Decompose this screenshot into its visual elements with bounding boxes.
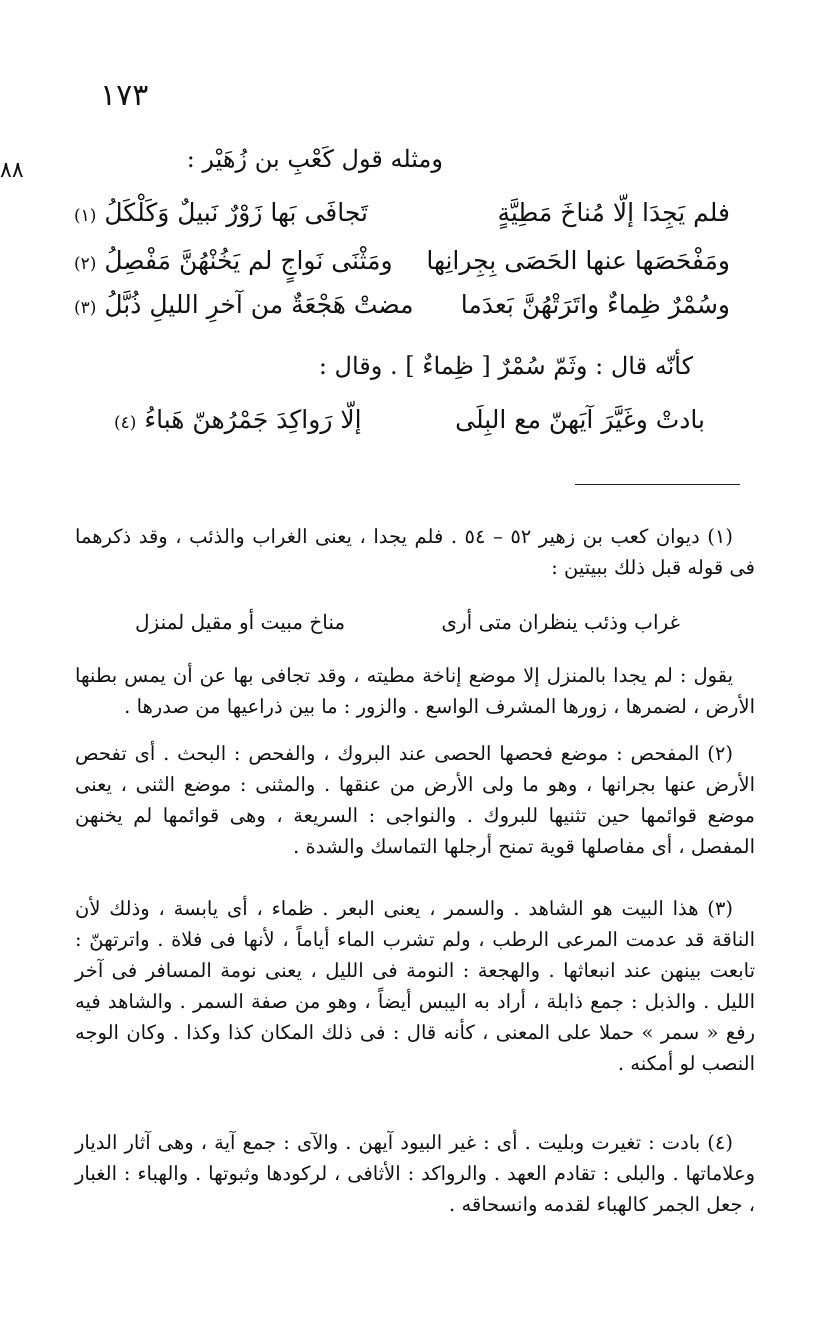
footnote-2: (٢) المفحص : موضع فحصها الحصى عند البروك ، والفحص : البحث . أى تفحص الأرض عنها بجرانها ، وهو ما ولى الأرض من عنقها . والمثنى : موضع الثنى ، يعنى موضع قوائمها حين تثنيها للبروك . والنواجى : السريعة ، وهى قوائمها لم يخنهن المفصل ، أى مفاصلها قوية تمنح أرجلها التماسك والشدة .: [75, 742, 755, 858]
poem-comment: كأنّه قال : وثَمّ سُمْرٌ [ ظِماءٌ ] . وقال :: [318, 352, 693, 380]
footnote-ref: (٢): [74, 254, 97, 274]
footnote-4: (٤) بادت : تغيرت وبليت . أى : غير البيود آيهن . والآى : جمع آية ، وهى آثار الديار وعلاماتها . والبلى : تقادم العهد . والرواكد : الأثافى ، لركودها وثبوتها . والهباء : الغبار ، جعل الجمر كالهباء لقدمه وانسحاقه .: [75, 1131, 755, 1216]
margin-note: ٨٨: [0, 158, 24, 183]
footnote-1-explanation: يقول : لم يجدا بالمنزل إلا موضع إناخة مطيته ، وقد تجافى بها عن أن يمس بطنها الأرض ، لضمرها ، زورها المشرف الواسع . والزور : ما بين ذراعيها من صدرها .: [75, 664, 755, 718]
footnote-1: [75, 521, 755, 583]
couplet-second: مناخ مبيت أو مقيل لمنزل: [135, 610, 346, 634]
poem-intro: ومثله قول كَعْبِ بن زُهَيْر :: [186, 145, 443, 173]
footnote-ref: (٣): [74, 298, 97, 318]
verse-3: [70, 290, 730, 334]
verse-first-hemistich: ومَفْحَصَها عنها الحَصَى بِجِرانِها: [426, 246, 730, 275]
footnote-ref: (١): [74, 206, 97, 226]
verse-second-hemistich: مضتْ هَجْعَةٌ من آخرِ الليلِ ذُبَّلُ (٣): [74, 290, 414, 319]
verse-2: [70, 246, 730, 290]
page-number: ١٧٣: [100, 78, 149, 113]
verse-4: [110, 405, 705, 449]
verse-first-hemistich: فلم يَجِدَا إلّا مُناخَ مَطِيَّةٍ: [497, 198, 730, 227]
verse-1: [70, 198, 730, 242]
footnote-1-couplet: [135, 610, 680, 642]
footnote-1-text: (١) ديوان كعب بن زهير ٥٢ – ٥٤ . فلم يجدا ، يعنى الغراب والذئب ، وقد ذكرهما فى قوله قبل ذلك ببيتين :: [75, 525, 755, 579]
couplet-first: غراب وذئب ينظران متى أرى: [441, 610, 680, 634]
footnote-ref: (٤): [114, 413, 137, 433]
verse-first-hemistich: بادتْ وغَيَّرَ آيَهنّ مع البِلَى: [455, 405, 705, 434]
footnote-3: (٣) هذا البيت هو الشاهد . والسمر ، يعنى البعر . ظماء ، أى يابسة ، وذلك لأن الناقة قد عدمت المرعى الرطب ، ولم تشرب الماء أياماً ، لأنها فى فلاة . واترتهنّ : تابعت بينهن عند انبعاثها . والهجعة : النومة فى الليل ، يعنى نومة المسافر فى آخر الليل . والذبل : جمع ذابلة ، أراد به اليبس أيضاً ، وهو من صفة السمر . والشاهد فيه رفع « سمر » حملا على المعنى ، كأنه قال : فى ذلك المكان كذا وكذا . وكان الوجه النصب لو أمكنه .: [75, 897, 755, 1075]
footnote-divider: [575, 484, 740, 485]
verse-first-hemistich: وسُمْرٌ ظِماءٌ واتَرَتْهُنَّ بَعدَما: [460, 290, 730, 319]
verse-second-hemistich: إلّا رَواكِدَ جَمْرُهنّ هَباءُ (٤): [114, 405, 362, 434]
verse-second-hemistich: ومَثْنَى نَواجٍ لم يَخُنْهُنَّ مَفْصِلُ (٢): [74, 246, 393, 275]
verse-second-hemistich: تَجافَى بَها زَوْرٌ نَبيلٌ وَكَلْكَلُ (١): [74, 198, 368, 227]
